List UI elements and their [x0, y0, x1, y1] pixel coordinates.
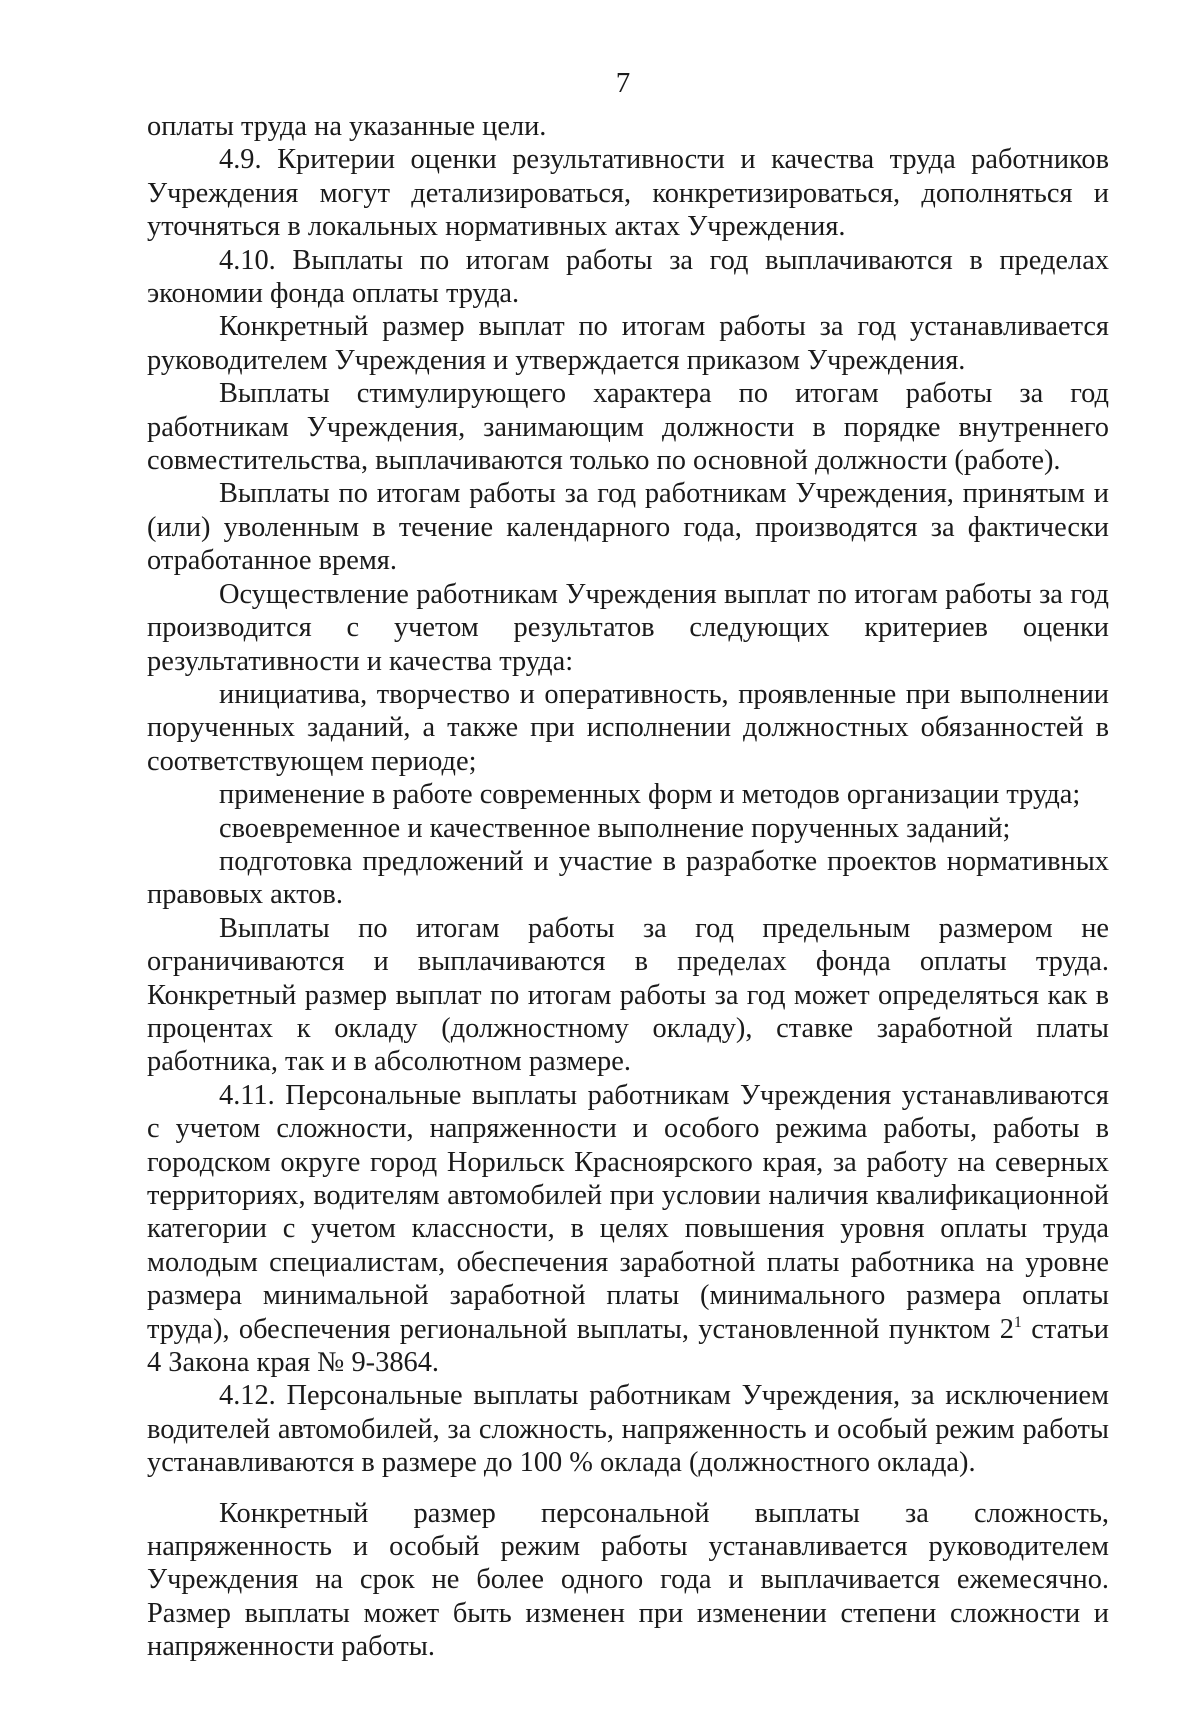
criteria-item: своевременное и качественное выполнение порученных заданий;	[219, 812, 1011, 844]
paragraph-4-11	[147, 1079, 1109, 1380]
paragraph: оплаты труда на указанные цели.	[147, 111, 547, 142]
document-body	[147, 110, 1109, 1664]
page-number: 7	[615, 67, 631, 99]
paragraph: Конкретный размер персональной выплаты за сложность, напряженность и особый режим работы устанавливается руководителем Учреждения на срок не более одного года и выплачивается ежемесячно. Размер выплаты может быть изменен при изменении степени сложности и напряженности работы.	[147, 1497, 1109, 1663]
paragraph: Конкретный размер выплат по итогам работы за год устанавливается руководителем Учреждения и утверждается приказом Учреждения.	[147, 311, 1109, 376]
paragraph-4-10: 4.10. Выплаты по итогам работы за год выплачиваются в пределах экономии фонда оплаты труда.	[147, 244, 1109, 310]
paragraph: Выплаты по итогам работы за год работникам Учреждения, принятым и (или) уволенным в течение календарного года, производятся за фактически отработанное время.	[147, 478, 1109, 577]
paragraph-4-11-text: 4.11. Персональные выплаты работникам Учреждения устанавливаются с учетом сложности, напряженности и особого режима работы, работы в городском округе город Норильск Красноярского края, за работу на северных территориях, водителям автомобилей при условии наличия квалификационной категории с учетом классности, в целях повышения уровня оплаты труда молодым специалистам, обеспечения заработной платы работника на уровне размера минимальной заработной платы (минимального размера оплаты труда), обеспечения региональной выплаты, установленной пунктом 2	[147, 1079, 1109, 1345]
paragraph-4-9: 4.9. Критерии оценки результативности и качества труда работников Учреждения могут детализироваться, конкретизироваться, дополняться и уточняться в локальных нормативных актах Учреждения.	[147, 144, 1109, 243]
criteria-item: подготовка предложений и участие в разработке проектов нормативных правовых актов.	[147, 845, 1109, 911]
criteria-item: применение в работе современных форм и методов организации труда;	[219, 779, 1081, 811]
superscript: 1	[1013, 1313, 1022, 1331]
criteria-item: инициатива, творчество и оперативность, проявленные при выполнении порученных заданий, а также при исполнении должностных обязанностей в соответствующем периоде;	[147, 678, 1109, 777]
paragraph-4-11-tail: статьи 4 Закона края № 9-3864.	[147, 1313, 1109, 1379]
paragraph: Выплаты по итогам работы за год предельным размером не ограничиваются и выплачиваются в пределах фонда оплаты труда. Конкретный размер выплат по итогам работы за год может определяться как в процентах к окладу (должностному окладу), ставке заработной платы работника, так и в абсолютном размере.	[147, 912, 1109, 1078]
paragraph-4-12: 4.12. Персональные выплаты работникам Учреждения, за исключением водителей автомобилей, за сложность, напряженность и особый режим работы устанавливаются в размере до 100 % оклада (должностного оклада).	[147, 1380, 1109, 1479]
paragraph: Осуществление работникам Учреждения выплат по итогам работы за год производится с учетом результатов следующих критериев оценки результативности и качества труда:	[147, 578, 1109, 677]
paragraph: Выплаты стимулирующего характера по итогам работы за год работникам Учреждения, занимающим должности в порядке внутреннего совместительства, выплачиваются только по основной должности (работе).	[147, 378, 1109, 477]
